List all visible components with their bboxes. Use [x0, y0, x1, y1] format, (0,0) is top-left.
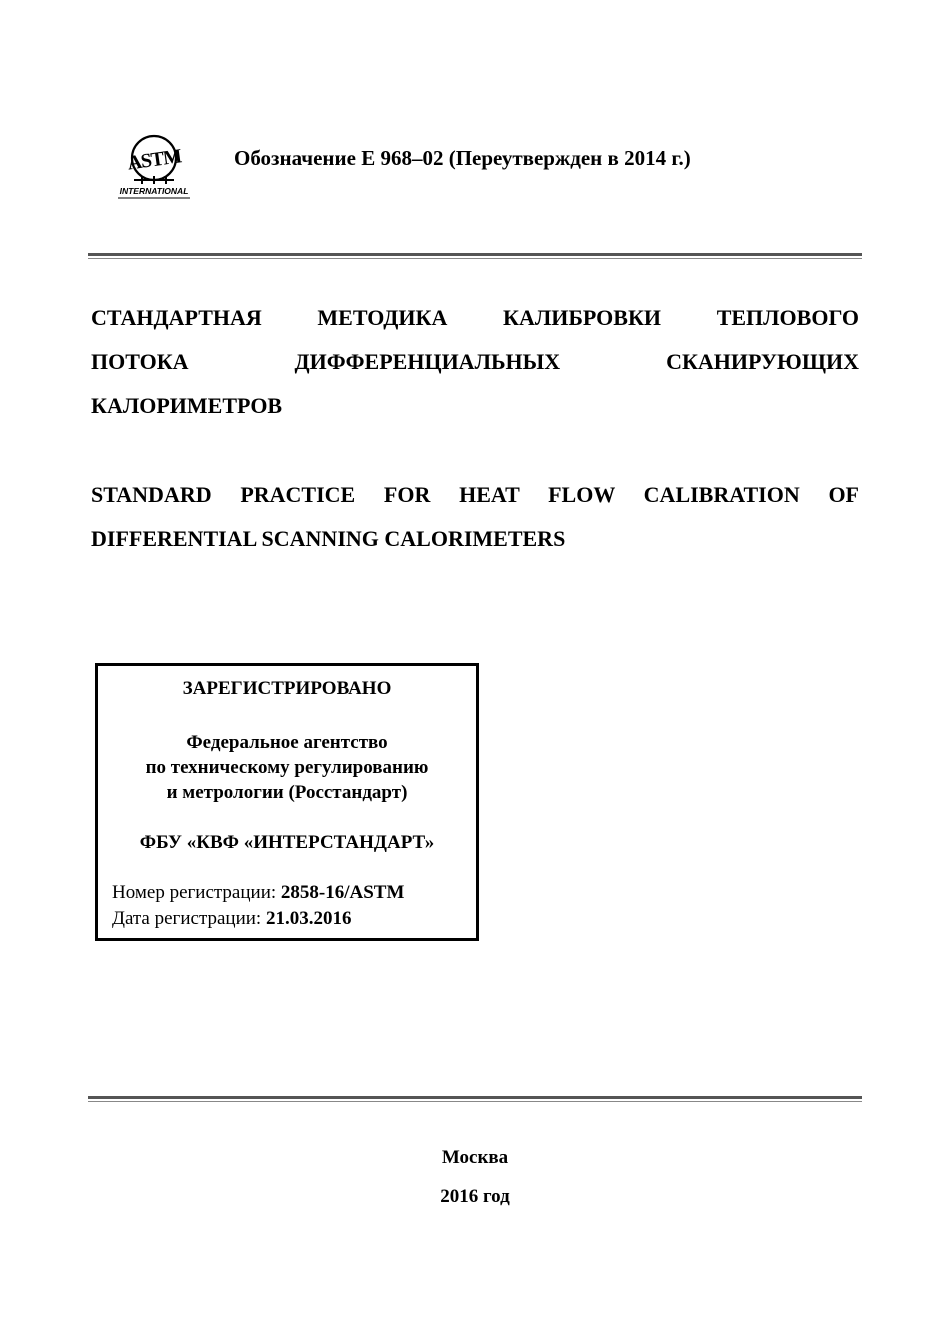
- title-ru-line: ПОТОКА ДИФФЕРЕНЦИАЛЬНЫХ СКАНИРУЮЩИХ: [91, 349, 859, 374]
- svg-text:ASTM: ASTM: [126, 145, 183, 175]
- registration-date-value: 21.03.2016: [265, 908, 352, 929]
- astm-logo-subtext: INTERNATIONAL: [119, 186, 189, 196]
- bottom-divider: [88, 1096, 862, 1102]
- document-designation: Обозначение E 968–02 (Переутвержден в 2014 г.): [234, 146, 691, 170]
- publication-year: 2016 год: [440, 1186, 510, 1207]
- registration-fields: [112, 880, 404, 932]
- agency-line: по техническому регулированию: [145, 757, 429, 778]
- registration-number-row: [112, 880, 404, 906]
- agency-line: Федеральное агентство: [186, 732, 388, 753]
- registration-organization: ФБУ «КВФ «ИНТЕРСТАНДАРТ»: [139, 832, 435, 853]
- publication-city: Москва: [441, 1147, 509, 1168]
- astm-logo: [112, 128, 196, 200]
- registration-date-row: [112, 906, 404, 932]
- registration-number-value: 2858-16/ASTM: [280, 882, 405, 903]
- registration-heading: ЗАРЕГИСТРИРОВАНО: [182, 678, 392, 699]
- title-ru-line: СТАНДАРТНАЯ МЕТОДИКА КАЛИБРОВКИ ТЕПЛОВОГО: [91, 305, 859, 330]
- title-russian: [91, 296, 859, 428]
- title-ru-line: КАЛОРИМЕТРОВ: [91, 393, 283, 418]
- registration-agency: [98, 730, 476, 805]
- top-divider: [88, 253, 862, 259]
- title-en-line: STANDARD PRACTICE FOR HEAT FLOW CALIBRATION OF: [91, 482, 859, 507]
- registration-date-label: Дата регистрации:: [112, 908, 266, 929]
- title-en-line: DIFFERENTIAL SCANNING CALORIMETERS: [91, 526, 566, 551]
- agency-line: и метрологии (Росстандарт): [166, 782, 408, 803]
- registration-number-label: Номер регистрации:: [112, 882, 281, 903]
- registration-stamp: [95, 663, 479, 941]
- title-english: [91, 473, 859, 561]
